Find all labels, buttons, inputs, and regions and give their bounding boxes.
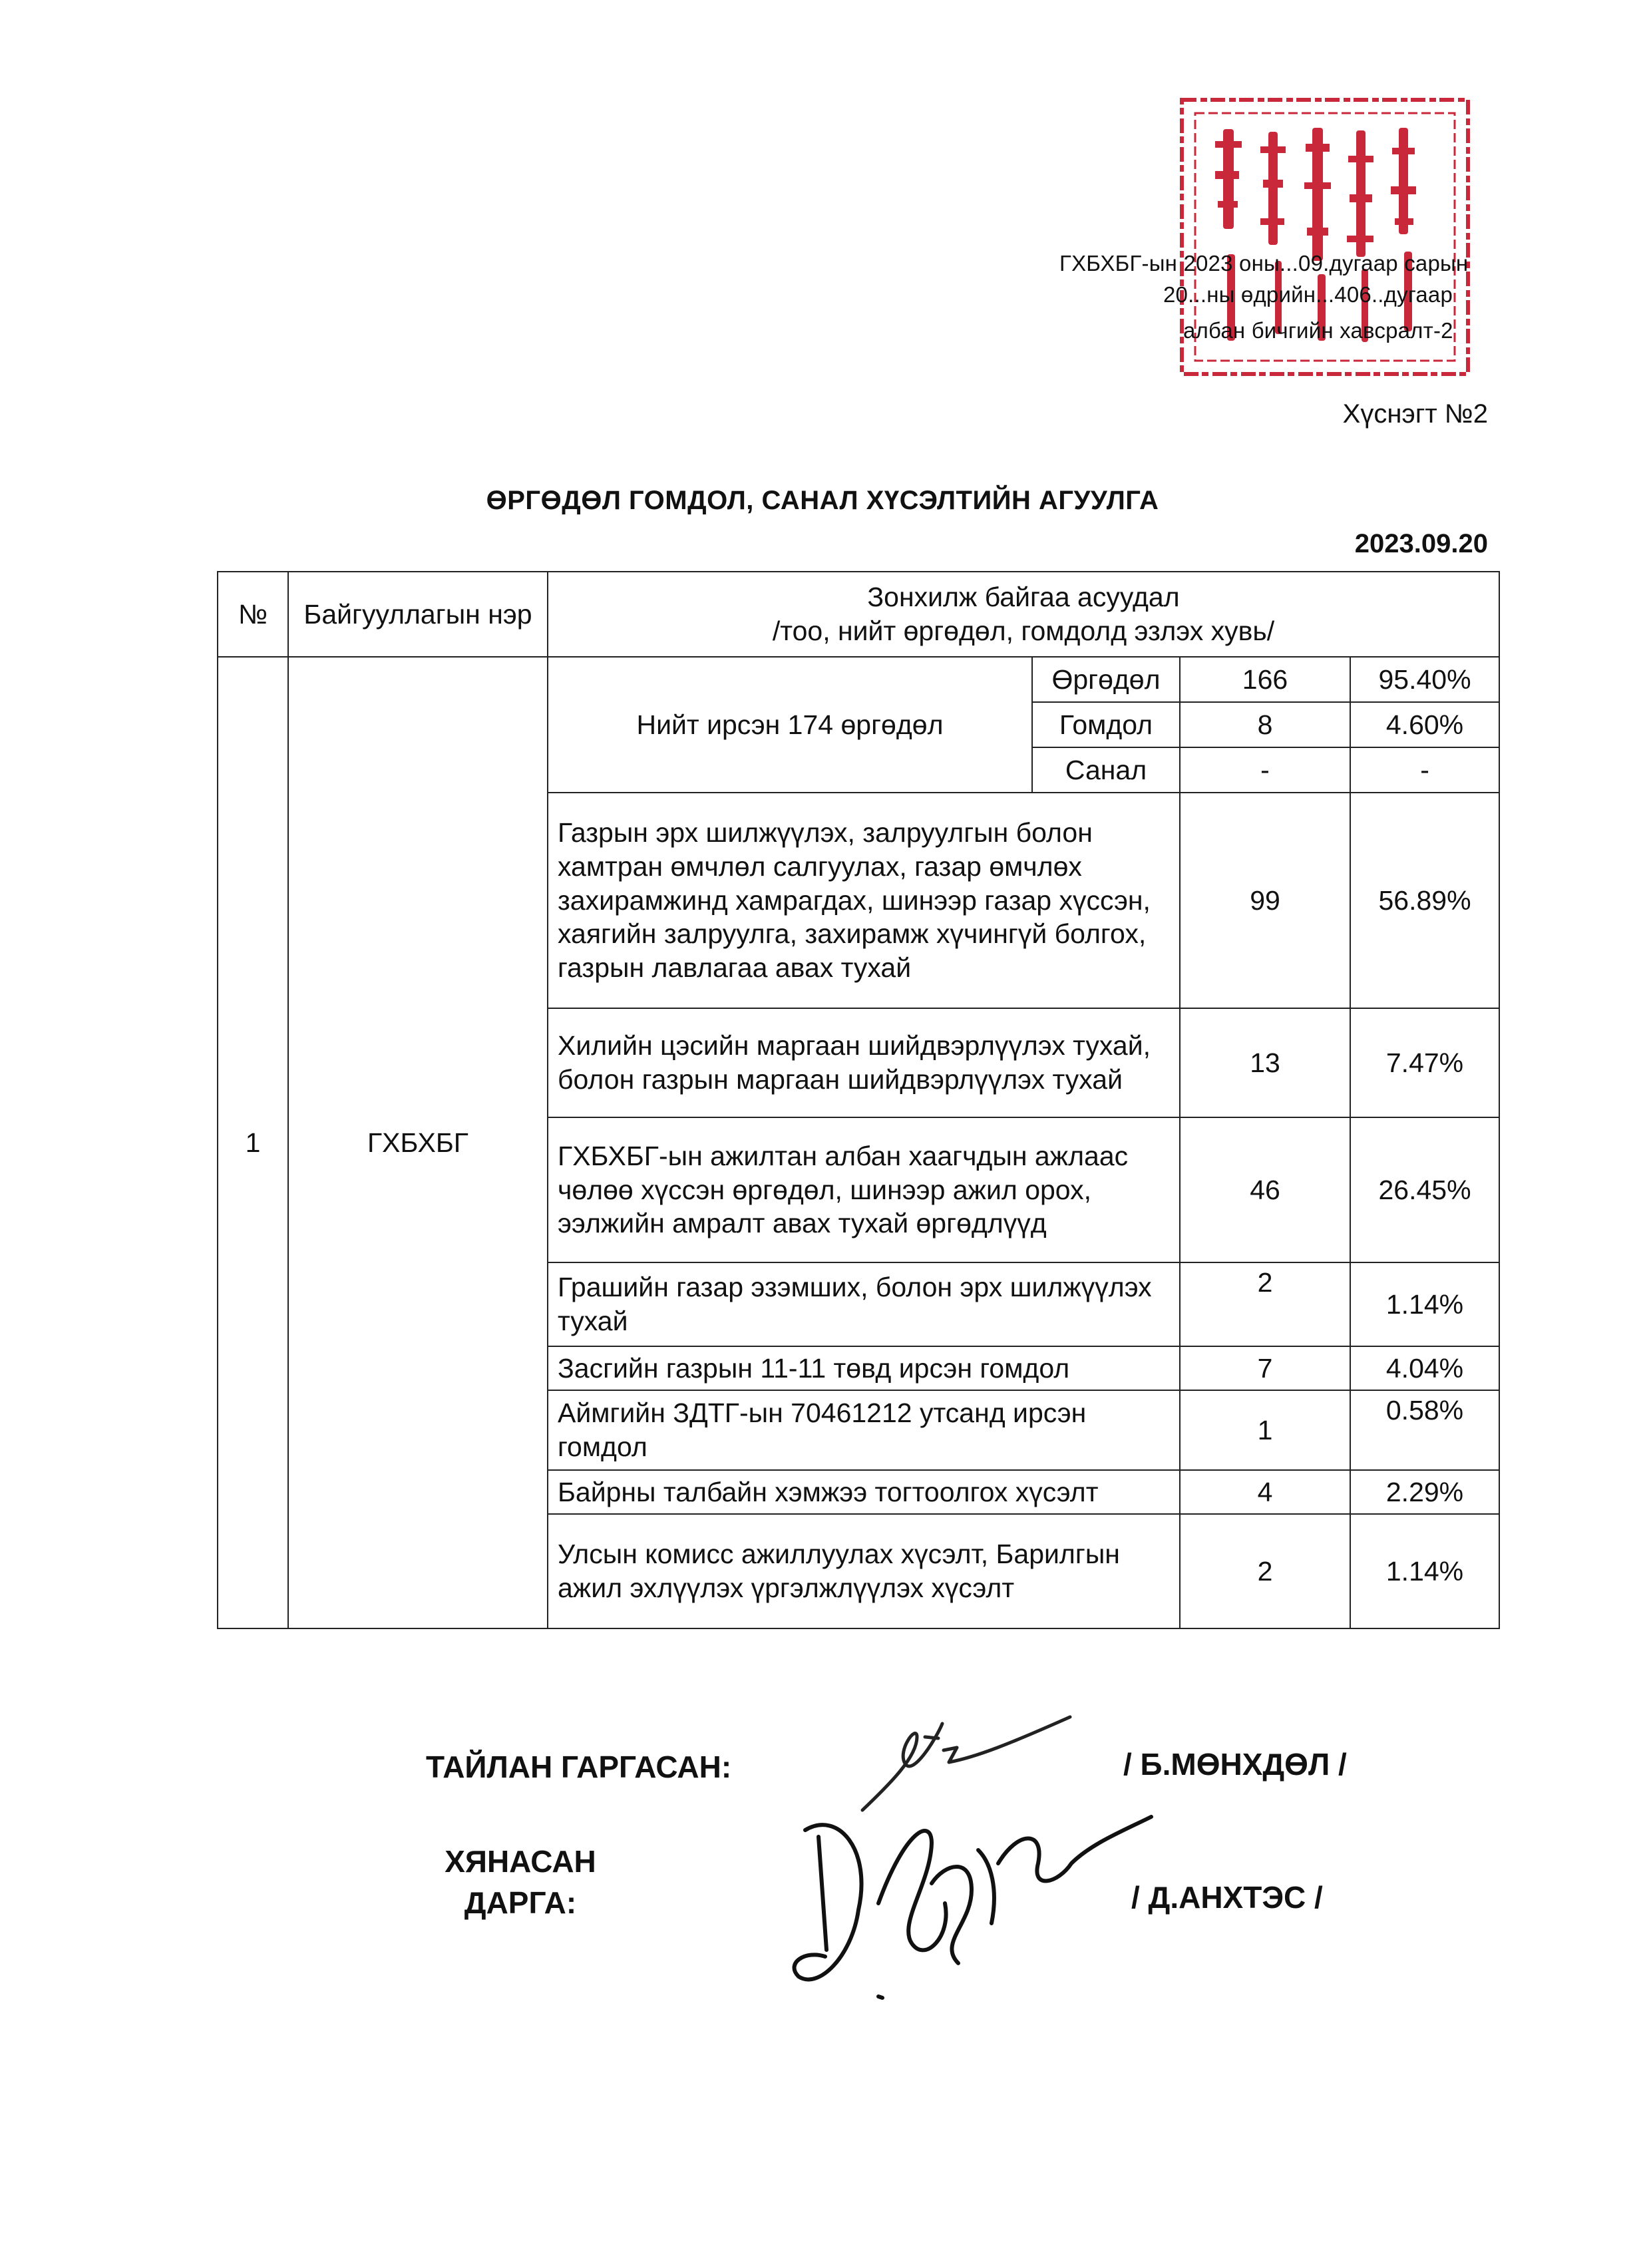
header-issue-title: Зонхилж байгаа асуудал [867, 582, 1180, 613]
table-header-row [218, 572, 1499, 657]
total-label: Нийт ирсэн 174 өргөдөл [548, 657, 1032, 793]
topic-count: 7 [1180, 1346, 1350, 1390]
annex-line-1: ГХБХБГ-ын 2023 оны...09.дугаар сарын [1059, 251, 1469, 276]
document-date: 2023.09.20 [1354, 529, 1488, 558]
topic-text: Грашийн газар эзэмших, болон эрх шилжүүлэх тухай [548, 1262, 1180, 1346]
table-row [218, 657, 1499, 702]
topic-text: ГХБХБГ-ын ажилтан албан хаагчдын ажлаас чөлөө хүссэн өргөдөл, шинээр ажил орох, ээлжийн амралт авах тухай өргөдлүүд [548, 1117, 1180, 1262]
topic-count: 13 [1180, 1008, 1350, 1117]
summary-percent: - [1350, 747, 1499, 793]
annex-line-2: 20...ны өдрийн...406..дугаар [1163, 282, 1453, 307]
checked-by-label-line1: ХЯНАСАН [445, 1844, 596, 1879]
summary-count: 166 [1180, 657, 1350, 702]
header-no: № [218, 572, 288, 657]
topic-percent: 4.04% [1350, 1346, 1499, 1390]
checked-by-label [434, 1841, 607, 1923]
header-issue [548, 572, 1499, 657]
annex-line-3: албан бичгийн хавсралт-2 [1183, 318, 1453, 343]
topic-percent: 0.58% [1350, 1390, 1499, 1470]
summary-type: Санал [1032, 747, 1180, 793]
prepared-by-label: ТАЙЛАН ГАРГАСАН: [426, 1750, 732, 1784]
topic-percent: 2.29% [1350, 1470, 1499, 1514]
summary-type: Гомдол [1032, 702, 1180, 747]
signature-2 [779, 1790, 1165, 2010]
topic-percent: 56.89% [1350, 793, 1499, 1008]
topic-text: Хилийн цэсийн маргаан шийдвэрлүүлэх тухай, болон газрын маргаан шийдвэрлүүлэх тухай [548, 1008, 1180, 1117]
topic-count: 4 [1180, 1470, 1350, 1514]
topic-percent: 1.14% [1350, 1262, 1499, 1346]
appendix-number: Хүснэгт №2 [1342, 399, 1488, 429]
row-number: 1 [218, 657, 288, 1628]
prepared-by-name: / Б.МӨНХДӨЛ / [1123, 1747, 1347, 1782]
topic-percent: 1.14% [1350, 1514, 1499, 1628]
topic-count: 1 [1180, 1390, 1350, 1470]
checked-by-label-line2: ДАРГА: [464, 1885, 577, 1921]
complaints-table [217, 571, 1500, 1629]
summary-type: Өргөдөл [1032, 657, 1180, 702]
checked-by-name: / Д.АНХТЭС / [1131, 1880, 1323, 1915]
topic-count: 2 [1180, 1262, 1350, 1346]
summary-percent: 4.60% [1350, 702, 1499, 747]
summary-count: - [1180, 747, 1350, 793]
topic-text: Засгийн газрын 11-11 төвд ирсэн гомдол [548, 1346, 1180, 1390]
topic-text: Аймгийн ЗДТГ-ын 70461212 утсанд ирсэн гомдол [548, 1390, 1180, 1470]
topic-text: Улсын комисс ажиллуулах хүсэлт, Барилгын ажил эхлүүлэх үргэлжлүүлэх хүсэлт [548, 1514, 1180, 1628]
header-org-name: Байгууллагын нэр [288, 572, 548, 657]
topic-text: Байрны талбайн хэмжээ тогтоолгох хүсэлт [548, 1470, 1180, 1514]
summary-count: 8 [1180, 702, 1350, 747]
topic-count: 2 [1180, 1514, 1350, 1628]
org-name: ГХБХБГ [288, 657, 548, 1628]
page-title: ӨРГӨДӨЛ ГОМДОЛ, САНАЛ ХҮСЭЛТИЙН АГУУЛГА [486, 486, 1159, 515]
topic-percent: 7.47% [1350, 1008, 1499, 1117]
topic-percent: 26.45% [1350, 1117, 1499, 1262]
topic-text: Газрын эрх шилжүүлэх, залруулгын болон хамтран өмчлөл салгуулах, газар өмчлөх захирамжинд хамрагдах, шинээр газар хүссэн, хаягийн залруулга, захирамж хүчингүй болгох, газрын лавлагаа авах тухай [548, 793, 1180, 1008]
topic-count: 46 [1180, 1117, 1350, 1262]
header-issue-subtitle: /тоо, нийт өргөдөл, гомдолд эзлэх хувь/ [772, 616, 1275, 646]
summary-percent: 95.40% [1350, 657, 1499, 702]
topic-count: 99 [1180, 793, 1350, 1008]
